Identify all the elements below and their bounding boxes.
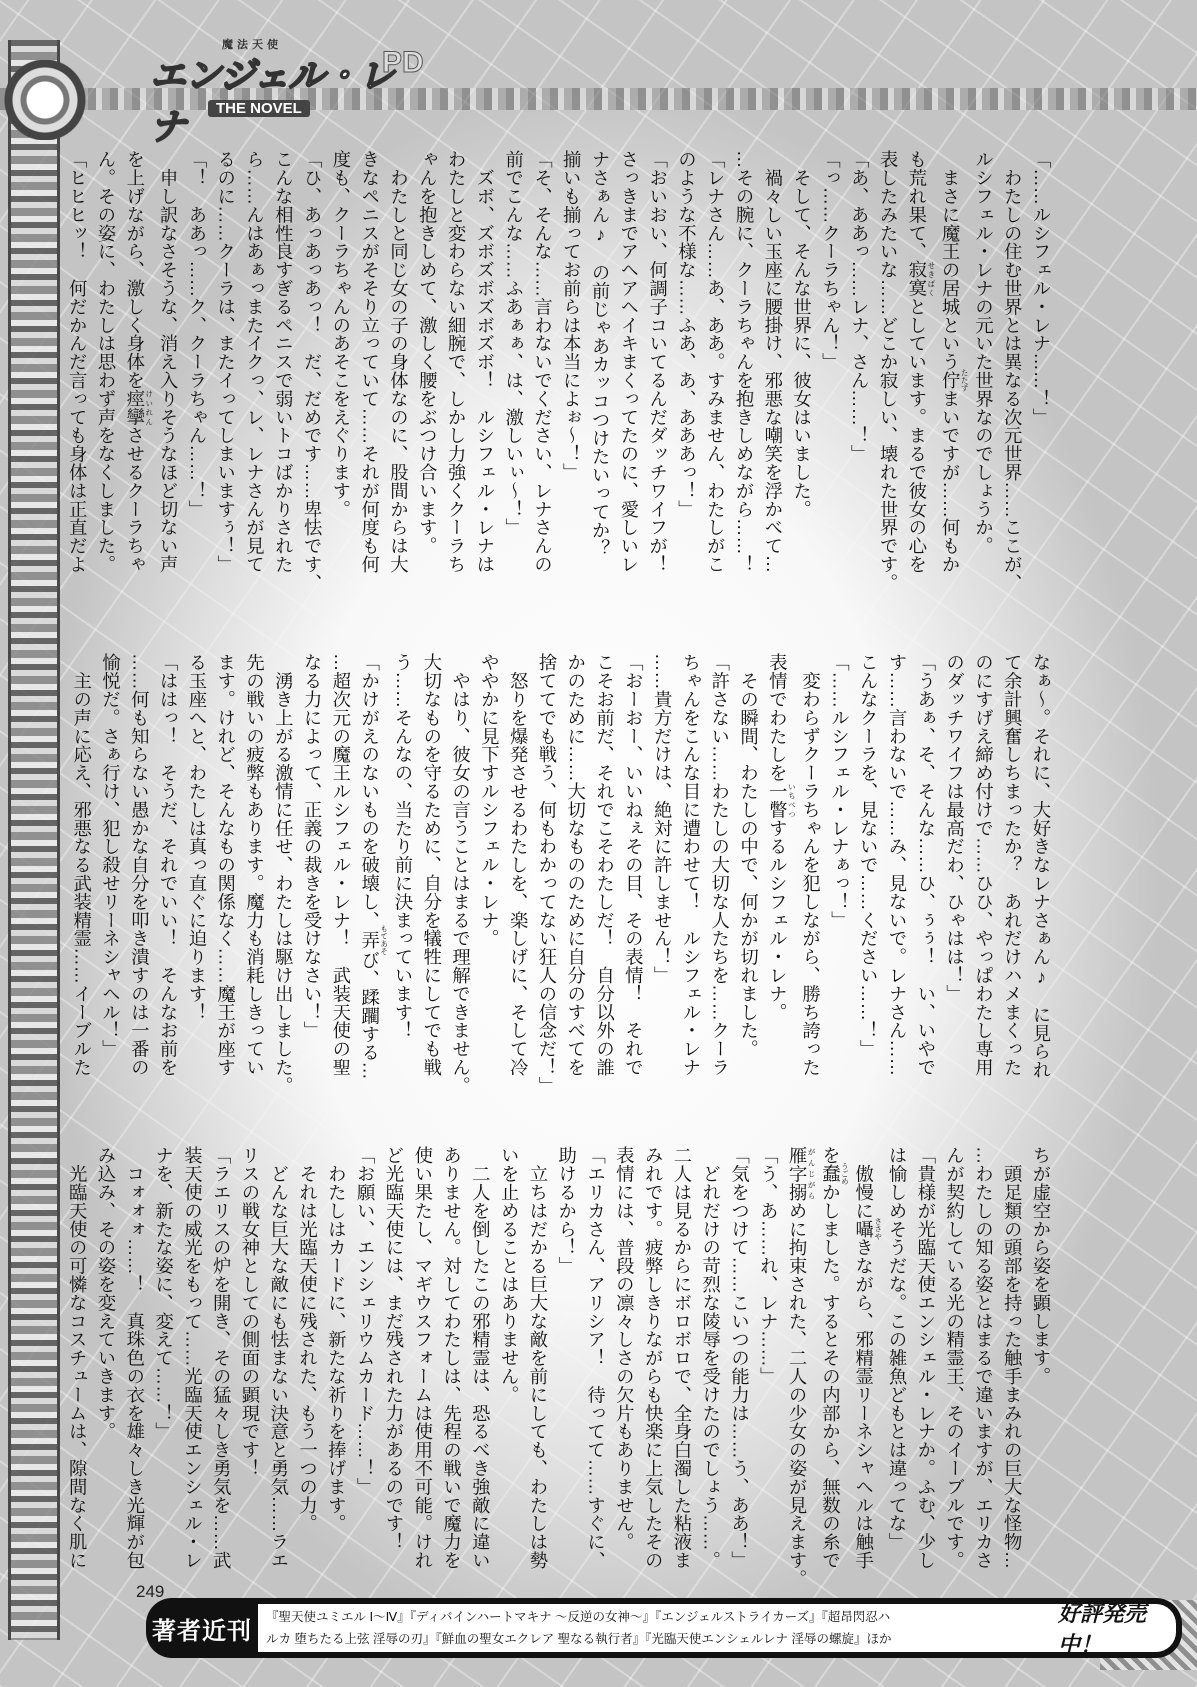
text-column: のような不様な……ふあ、あ、あああっ！」 — [676, 150, 698, 518]
ruby-base: 痙攣 — [124, 389, 146, 427]
text-column: るのに……クーラは、またイってしまいますぅ！」 — [215, 150, 237, 574]
text-column: 「貴様が光臨天使エンシェル・レナか。ふむ、少し — [915, 1146, 937, 1570]
text-column: 「！ ああっ……ク、クーラちゃん……！」 — [186, 150, 208, 518]
text-column: ズボ、ズボズボズボズボ！ ルシフェル・レナは — [474, 150, 496, 574]
text-column: 表情には、普段の凛々しさの欠片もありません。 — [614, 1146, 636, 1551]
text-column: 「レナさん……あ、ああ。すみません、わたしがこ — [705, 150, 727, 574]
text-column: やはり、彼女の言うことはまるで理解できません。 — [450, 653, 472, 1095]
text-column: どんな巨大な敵にも怯まない決意と勇気……ラエ — [268, 1146, 290, 1570]
ruby-base: 寂寞 — [906, 260, 928, 298]
text-column: 装天使の威光をもって……光臨天使エンシェル・レ — [182, 1146, 204, 1570]
text-column: なる力によって、正義の裁きを受けなさい！」 — [302, 653, 324, 1040]
ruby-base: 雁字搦 — [787, 1146, 809, 1202]
text-column — [763, 653, 796, 1097]
text-column: 助けるから！」 — [556, 1146, 578, 1275]
ruby-reading: けいれん — [144, 389, 154, 426]
text-column: そして、そんな世界に、彼女はいました。 — [791, 150, 813, 518]
series-logo — [150, 28, 424, 147]
banner-label: 著者近刊 — [152, 1617, 252, 1645]
ruby-word — [820, 1162, 850, 1185]
text-column: わたしはカードに、新たな祈りを捧げます。 — [326, 1146, 348, 1533]
ruby-word — [767, 781, 797, 819]
text-column: 愉悦だ。さぁ行け、犯し殺せリーネシャヘル！」 — [100, 653, 122, 1058]
works-list-line: 『聖天使ユミエル Ⅰ～Ⅳ』『ディバインハートマキナ ～反逆の女神～』『エンジェルストライカーズ』『超昂閃忍ハ — [266, 1610, 891, 1624]
text-column: ん。その姿に、わたしは思わず声をなくしました。 — [96, 150, 117, 574]
ruby-reading: がんじがら — [807, 1146, 817, 1202]
text-column: ます。けれど、そんなもの関係なく……魔王が座す — [215, 653, 237, 1077]
text-column: 「気をつけて……こいつの能力は……う、ああ！」 — [729, 1146, 751, 1570]
text-column: 「……ルシフェル・レナ……！」 — [1031, 150, 1052, 426]
text-column: 「エリカさん、アリシア！ 待ってて……すぐに、 — [585, 1146, 607, 1570]
text-column: 「おいおい、何調子コいてるんだダッチワイフが！ — [647, 150, 669, 574]
text-column: ……何も知らない愚かな自分を叩き潰すのは一番の — [129, 653, 151, 1077]
ruby-word — [359, 925, 389, 955]
ruby-base: 蠢 — [820, 1162, 842, 1185]
text-column: 「許さない……わたしの大切な人たちを……クーラ — [709, 653, 731, 1077]
logo-subtitle: 魔法天使 — [222, 39, 282, 51]
text-column: その瞬間、わたしの中で、何かが切れました。 — [738, 653, 760, 1058]
text-column — [120, 150, 153, 594]
text-column: ナさぁん♪ の前じゃあカッコつけたいってか？ — [590, 150, 612, 558]
text-column: 「お願い、エンシェリウムカード……！」 — [355, 1146, 377, 1496]
text-column: ら……んはあぁっまたイクっ、レ、レナさんが見て — [244, 150, 266, 574]
text-column: ナを、新たな姿に、変えて……！」 — [153, 1146, 175, 1441]
text-segment: きながら、邪精霊リーネシャヘルは触手 — [853, 1238, 875, 1570]
text-column: 頭足類の頭部を持った触手まみれの巨大な怪物… — [1002, 1146, 1024, 1570]
text-column: 怒りを爆発させるわたしを、楽しげに、そして冷 — [508, 653, 530, 1077]
logo-title: エンジェル・レナ — [150, 55, 394, 147]
text-column: みれです。疲弊しきりながらも快楽に上気したその — [643, 1146, 665, 1570]
ruby-reading: いちべつ — [787, 781, 797, 819]
text-column — [935, 150, 968, 594]
text-segment: も荒れ果て、 — [906, 150, 928, 261]
text-column: は愉しめそうだな。この雑魚どもとは違ってな」 — [887, 1146, 909, 1551]
text-block-top — [62, 150, 1055, 594]
text-column: さっきまでアヘアヘイキまくってたのに、愛しいレ — [618, 150, 640, 574]
text-column: 捨ててでも戦う、何もわかってない狂人の信念だ！」 — [536, 653, 558, 1095]
text-column: う……そんなの、当たり前に決まっています！ — [392, 653, 414, 1040]
text-column: 表したみたいな……どこか寂しい、壊れた世界です。 — [878, 150, 900, 592]
ruby-word — [940, 368, 970, 392]
text-segment: としています。まるで彼女の心を — [906, 297, 928, 574]
text-column — [849, 1146, 882, 1590]
text-column: ちゃんをこんな目に遭わせて！ ルシフェル・レナ — [680, 653, 702, 1077]
text-column: み込み、その姿を変えていきます。 — [96, 1146, 117, 1441]
text-column: 「……ルシフェル・レナぁっ！」 — [829, 653, 851, 929]
text-column: 「っ……クーラちゃん！」 — [820, 150, 842, 371]
ruby-word — [853, 1217, 883, 1241]
text-column: なぁ～。それに、大好きなレナさぁん♪ に見られ — [1031, 653, 1052, 1079]
text-column: コォォォ……！ 真珠色の衣を雄々しき光輝が包 — [124, 1146, 146, 1570]
ruby-reading: ささや — [873, 1217, 883, 1241]
text-segment: 「かけがえのないものを破壊し、 — [359, 653, 381, 929]
text-column: 「おーおー、いいねぇその目、その表情！ それで — [623, 653, 645, 1077]
text-column: きなペニスがそそり立っていて……それが何度も何 — [359, 150, 381, 574]
text-column: どれだけの苛烈な陵辱を受けたのでしょう……。 — [700, 1146, 722, 1570]
text-column: 「うあぁ、そ、そんな……ひ、ぅぅ！ い、いやで — [915, 653, 937, 1077]
text-column: 立ちはだかる巨大な敵を前にしても、わたしは勢 — [527, 1146, 549, 1570]
ruby-base: 佇 — [940, 368, 962, 392]
text-segment: を — [820, 1146, 842, 1165]
works-list — [258, 1604, 1058, 1652]
text-column: ありません。対してわたしは、先程の戦いで魔力を — [441, 1146, 463, 1570]
ruby-reading: たたず — [960, 368, 970, 392]
text-column: わたしの住む世界とは異なる次元世界……ここが、 — [1002, 150, 1024, 592]
ruby-base: 一瞥 — [767, 781, 789, 819]
ornamental-knot-icon — [0, 60, 90, 140]
text-column: 前でこんな……ふあぁぁ、は、激しいぃ～！」 — [503, 150, 525, 537]
author-recent-works-banner — [146, 1598, 1182, 1658]
text-segment: び、蹂躙する… — [359, 951, 381, 1080]
ornamental-frame-left — [8, 40, 60, 1640]
text-column: 「ラエリスの炉を開き、その猛々しき勇気を……武 — [211, 1146, 233, 1570]
text-column: 大切なものを守るために、自分を犠牲にしてでも戦 — [421, 653, 443, 1077]
text-segment: 傲慢に — [853, 1146, 875, 1220]
text-column: ちが虚空から姿を顕します。 — [1031, 1146, 1052, 1386]
text-column: す……言わないで……み、見ないで。レナさん…… — [887, 653, 909, 1077]
text-column: こんなクーラを、見ないで……ください……！」 — [858, 653, 880, 1058]
text-segment: 表情でわたしを — [767, 653, 789, 782]
text-column: 禍々しい玉座に腰掛け、邪悪な嘲笑を浮かべて… — [762, 150, 784, 574]
text-segment: するルシフェル・レナ。 — [767, 818, 789, 1022]
text-column: 度も、クーラちゃんのあそこをえぐります。 — [330, 150, 352, 518]
text-column: わたしと変わらない細腕で、しかし力強くクーラち — [446, 150, 468, 574]
text-column: 「ひ、あっあっあっ！ だ、だめです……卑怯です、 — [302, 150, 324, 592]
text-column: かのために……大切なもののために自分のすべてを — [565, 653, 587, 1077]
text-column: 揃いも揃ってお前らは本当によぉ～！」 — [561, 150, 583, 482]
text-column: リスの戦女神としての側面の顕現です！ — [239, 1146, 261, 1478]
ruby-word — [787, 1146, 817, 1202]
text-column: わたしと同じ女の子の身体なのに、股間からは大 — [388, 150, 410, 574]
text-segment: めに拘束された、二人の少女の姿が見えます。 — [787, 1201, 809, 1588]
text-column: 「そ、そんな……言わないでください、レナさんの — [532, 150, 554, 574]
text-column: こそお前だ、それでこそわたしだ！ 自分以外の誰 — [594, 653, 616, 1077]
text-column: 主の声に応え、邪悪なる武装精霊……イーブルた — [71, 653, 93, 1077]
text-column: いを止めることはありません。 — [499, 1146, 521, 1404]
text-column: 申し訳なさそうな、消え入りそうなほど切ない声 — [158, 150, 180, 574]
ruby-reading: もてあそ — [379, 925, 389, 955]
ruby-word — [124, 389, 154, 427]
text-segment: させるクーラちゃ — [124, 426, 146, 574]
text-block-middle — [67, 653, 1055, 1097]
text-block-bottom — [62, 1146, 1055, 1590]
text-column: …その腕に、クーラちゃんを抱きしめながら……！ — [734, 150, 756, 574]
on-sale-label: 好評発売中！ — [1058, 1604, 1176, 1652]
ruby-word — [906, 260, 936, 298]
text-column: る玉座へと、わたしは真っ直ぐに迫ります！ — [186, 653, 208, 1021]
text-column: て余計興奮しちまったか？ あれだけハメまくった — [1002, 653, 1024, 1077]
text-segment: を上げながら、激しく身体を — [124, 150, 146, 390]
text-column — [782, 1146, 815, 1590]
text-column: ゃんを抱きしめて、激しく腰をぶつけ合います。 — [417, 150, 439, 555]
logo-suffix: PD — [382, 46, 424, 79]
text-column: 二人を倒したこの邪精霊は、恐るべき強敵に違い — [470, 1146, 492, 1570]
ruby-base: 囁 — [853, 1217, 875, 1241]
logo-tag: THE NOVEL — [208, 100, 310, 117]
ruby-reading: せきばく — [926, 260, 936, 298]
ruby-base: 弄 — [359, 925, 381, 955]
text-column: ルシフェル・レナの元いた世界なのでしょうか。 — [973, 150, 995, 555]
text-column: 湧き上がる激情に任せ、わたしは駆け出しました。 — [273, 653, 295, 1095]
text-column: 使い果たし、マギウスフォームは使用不可能。けれ — [412, 1146, 434, 1570]
text-column: んが契約している光の精霊王、そのイーブルです。 — [944, 1146, 966, 1570]
text-column: 「う、あ……れ、レナ……」 — [758, 1146, 780, 1386]
text-column: こんな相性良すぎるペニスで弱いトコばかりされた — [273, 150, 295, 574]
text-column: ややかに見下すルシフェル・レナ。 — [479, 653, 501, 948]
ruby-reading: うごめ — [840, 1162, 850, 1185]
text-segment: かしました。するとその内部から、無数の糸で — [820, 1182, 842, 1570]
works-list-line: ルカ 堕ちたる上弦 淫辱の刃』『鮮血の聖女エクレア 聖なる執行者』『光臨天使エンシェルレナ 淫辱の螺旋』ほか — [266, 1632, 892, 1646]
text-column: ……貴方だけは、絶対に許しません！」 — [652, 653, 674, 985]
text-column — [816, 1146, 849, 1590]
text-column: ど光臨天使には、まだ残された力があるのです！ — [383, 1146, 405, 1551]
text-segment: まさに魔王の居城という — [940, 150, 962, 371]
text-column — [902, 150, 935, 594]
text-segment: まいですが……何もか — [940, 389, 962, 574]
text-column: それは光臨天使に残された、もう一つの力。 — [297, 1146, 319, 1533]
text-column: 光臨天使の可憐なコスチュームは、隙間なく肌に — [67, 1146, 89, 1570]
text-column: 「あ、ああっ……レナ、さん……！」 — [849, 150, 871, 463]
text-column: 「ははっ！ そうだ、それでいい！ そんなお前を — [158, 653, 180, 1077]
text-column: …わたしの知る姿とはまるで違いますが、エリカさ — [973, 1146, 995, 1570]
text-column: 先の戦いの疲弊もあります。魔力も消耗しきってい — [244, 653, 266, 1077]
text-column: 変わらずクーラちゃんを犯しながら、勝ち誇った — [800, 653, 822, 1077]
text-column: …超次元の魔王ルシフェル・レナ！ 武装天使の聖 — [330, 653, 352, 1077]
text-column: 二人は見るからにボロボロで、全身白濁した粘液ま — [671, 1146, 693, 1570]
page-number: 249 — [136, 1582, 165, 1601]
text-column: 「ヒヒヒッ！ 何だかんだ言っても身体は正直だよ — [67, 150, 89, 574]
text-column — [355, 653, 388, 1097]
text-column: のにすげえ締め付けで……ひひ、やっぱわたし専用 — [973, 653, 995, 1077]
text-column: のダッチワイフは最高だわ、ひゃはは！」 — [944, 653, 966, 1003]
